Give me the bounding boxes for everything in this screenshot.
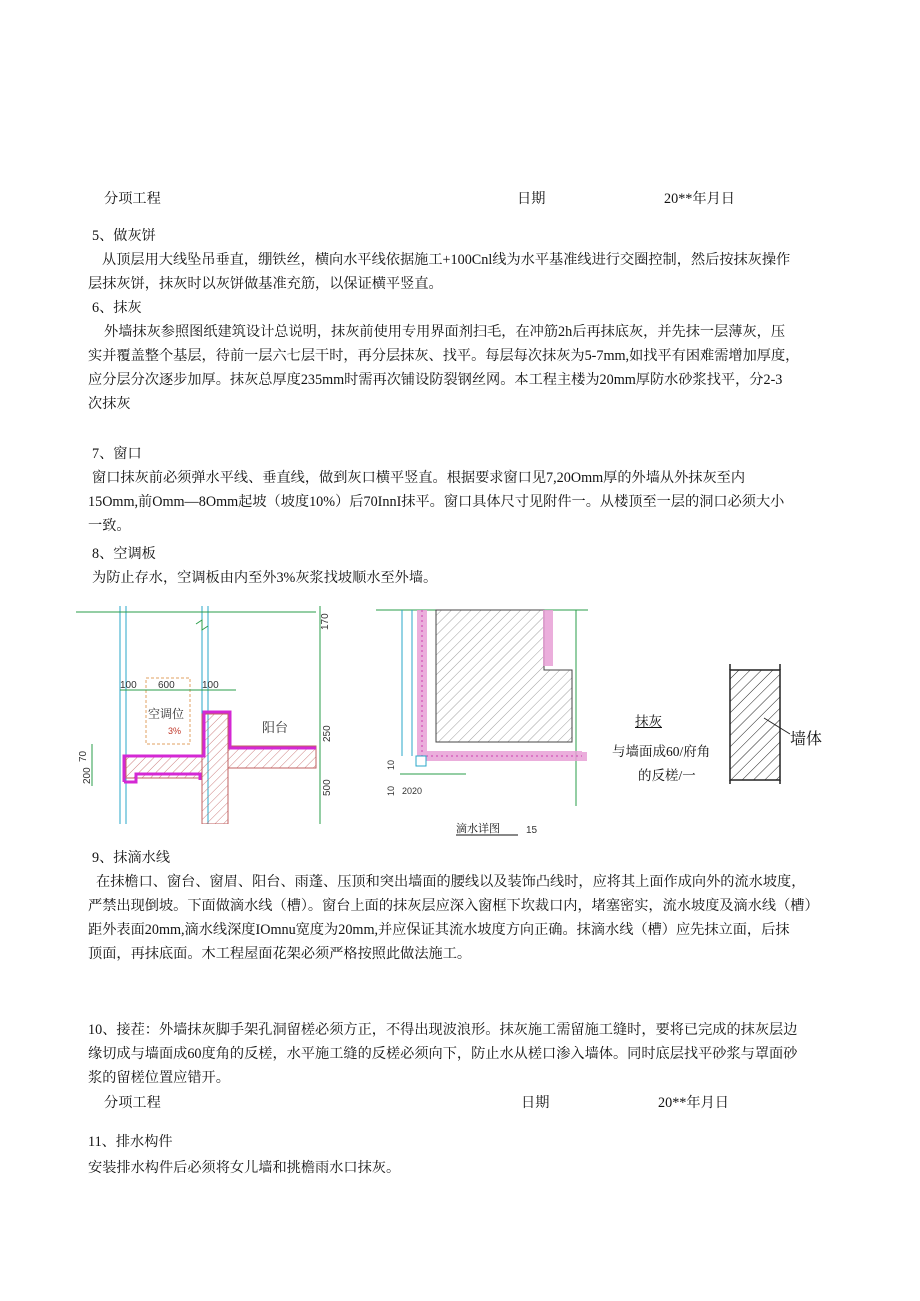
section-7-line-2: 15Omm,前Omm—8Omm起坡（坡度10%）后70InnI抹平。窗口具体尺寸见附件一。从楼顶至一层的洞口必须大小 — [88, 494, 785, 510]
header2-item-label: 分项工程 — [104, 1095, 161, 1111]
header2-date-label: 日期 — [521, 1095, 550, 1111]
section-6-line-3: 应分层分次逐步加厚。抹灰总厚度235mm时需再次铺设防裂钢丝网。本工程主楼为20mm厚防水砂浆找平，分2-3 — [88, 372, 783, 388]
ac-dim-100-a: 100 — [120, 680, 137, 691]
ac-board-section-figure — [76, 606, 344, 824]
note-title: 抹灰 — [635, 714, 662, 729]
note-line-2: 的反槎/一 — [638, 768, 696, 783]
section-9-line-1: 在抹檐口、窗台、窗眉、阳台、雨蓬、压顶和突出墙面的腰线以及装饰凸线时，应将其上面作成向外的流水坡度， — [96, 874, 806, 890]
ac-dim-70: 70 — [78, 750, 89, 762]
section-7-line-3: 一致。 — [88, 518, 131, 534]
ac-slope-label: 3% — [168, 726, 182, 736]
ac-dim-500: 500 — [322, 779, 333, 796]
ac-dim-170: 170 — [320, 613, 331, 630]
drip-caption: 滴水详图 — [456, 823, 500, 835]
header-date-label: 日期 — [517, 191, 546, 207]
section-7-title: 7、窗口 — [92, 446, 142, 462]
drip-detail-figure — [376, 606, 588, 838]
section-6-line-2: 实并覆盖整个基层，待前一层六七层干时，再分层抹灰、找平。每层每次抹灰为5-7mm,如找平有困难需增加厚度， — [88, 348, 800, 364]
header-date-value: 20**年月日 — [664, 191, 735, 207]
ac-position-label: 空调位 — [148, 707, 185, 721]
ac-dim-100-b: 100 — [202, 680, 219, 691]
section-6-line-1: 外墙抹灰参照图纸建筑设计总说明，抹灰前使用专用界面剂扫毛，在冲筋2h后再抹底灰，并先抹一层薄灰，压 — [104, 324, 786, 340]
section-8-title: 8、空调板 — [92, 546, 156, 562]
drip-dim-bottom: 2020 — [402, 786, 423, 796]
section-5-line-2: 层抹灰饼，抹灰时以灰饼做基准充筋，以保证横平竖直。 — [88, 276, 443, 292]
section-5-line-1: 从顶层用大线坠吊垂直，绷铁丝，横向水平线依据施工+100Cnl线为水平基准线进行交圈控制，然后按抹灰操作 — [102, 252, 791, 268]
section-6-title: 6、抹灰 — [92, 300, 142, 316]
section-8-line-1: 为防止存水，空调板由内至外3%灰浆找坡顺水至外墙。 — [92, 570, 438, 586]
wall-label: 墙体 — [790, 731, 823, 748]
note-line-1: 与墙面成60/府角 — [612, 744, 711, 759]
balcony-label: 阳台 — [262, 720, 289, 735]
wall-section-figure — [724, 662, 834, 786]
section-11-title: 11、排水构件 — [88, 1134, 173, 1150]
ac-dim-250: 250 — [322, 725, 333, 742]
header-item-label: 分项工程 — [104, 191, 161, 207]
drip-dim-b: 10 — [386, 785, 396, 796]
section-9-title: 9、抹滴水线 — [92, 850, 171, 866]
section-5-title: 5、做灰饼 — [92, 228, 156, 244]
section-9-line-4: 顶面，再抹底面。木工程屋面花架必须严格按照此做法施工。 — [88, 946, 472, 962]
section-10-line-1: 10、接茬：外墙抹灰脚手架孔洞留槎必须方正，不得出现波浪形。抹灰施工需留施工缝时，要将已完成的抹灰层边 — [88, 1022, 798, 1038]
section-9-line-3: 距外表面20mm,滴水线深度IOmnu宽度为20mm,并应保证其流水坡度方向正确。抹滴水线（槽）应先抹立面，后抹 — [88, 922, 790, 938]
header2-date-value: 20**年月日 — [658, 1095, 729, 1111]
section-10-line-3: 浆的留槎位置应错开。 — [88, 1070, 230, 1086]
section-10-line-2: 缘切成与墙面成60度角的反槎，水平施工缝的反槎必须向下，防止水从槎口渗入墙体。同时底层找平砂浆与罩面砂 — [88, 1046, 798, 1062]
section-11-line-1: 安装排水构件后必须将女儿墙和挑檐雨水口抹灰。 — [88, 1160, 401, 1176]
ac-dim-200: 200 — [82, 767, 93, 784]
section-6-line-4: 次抹灰 — [88, 396, 131, 412]
section-7-line-1: 窗口抹灰前必须弹水平线、垂直线，做到灰口横平竖直。根据要求窗口见7,20Omm厚的外墙从外抹灰至内 — [92, 470, 746, 486]
drip-dim-a: 10 — [386, 759, 396, 770]
ac-dim-600: 600 — [158, 680, 175, 691]
drip-caption-num: 15 — [526, 825, 538, 836]
section-9-line-2: 严禁出现倒坡。下面做滴水线（槽）。窗台上面的抹灰层应深入窗框下坎裁口内，堵塞密实，流水坡度及滴水线（槽） — [88, 898, 819, 914]
